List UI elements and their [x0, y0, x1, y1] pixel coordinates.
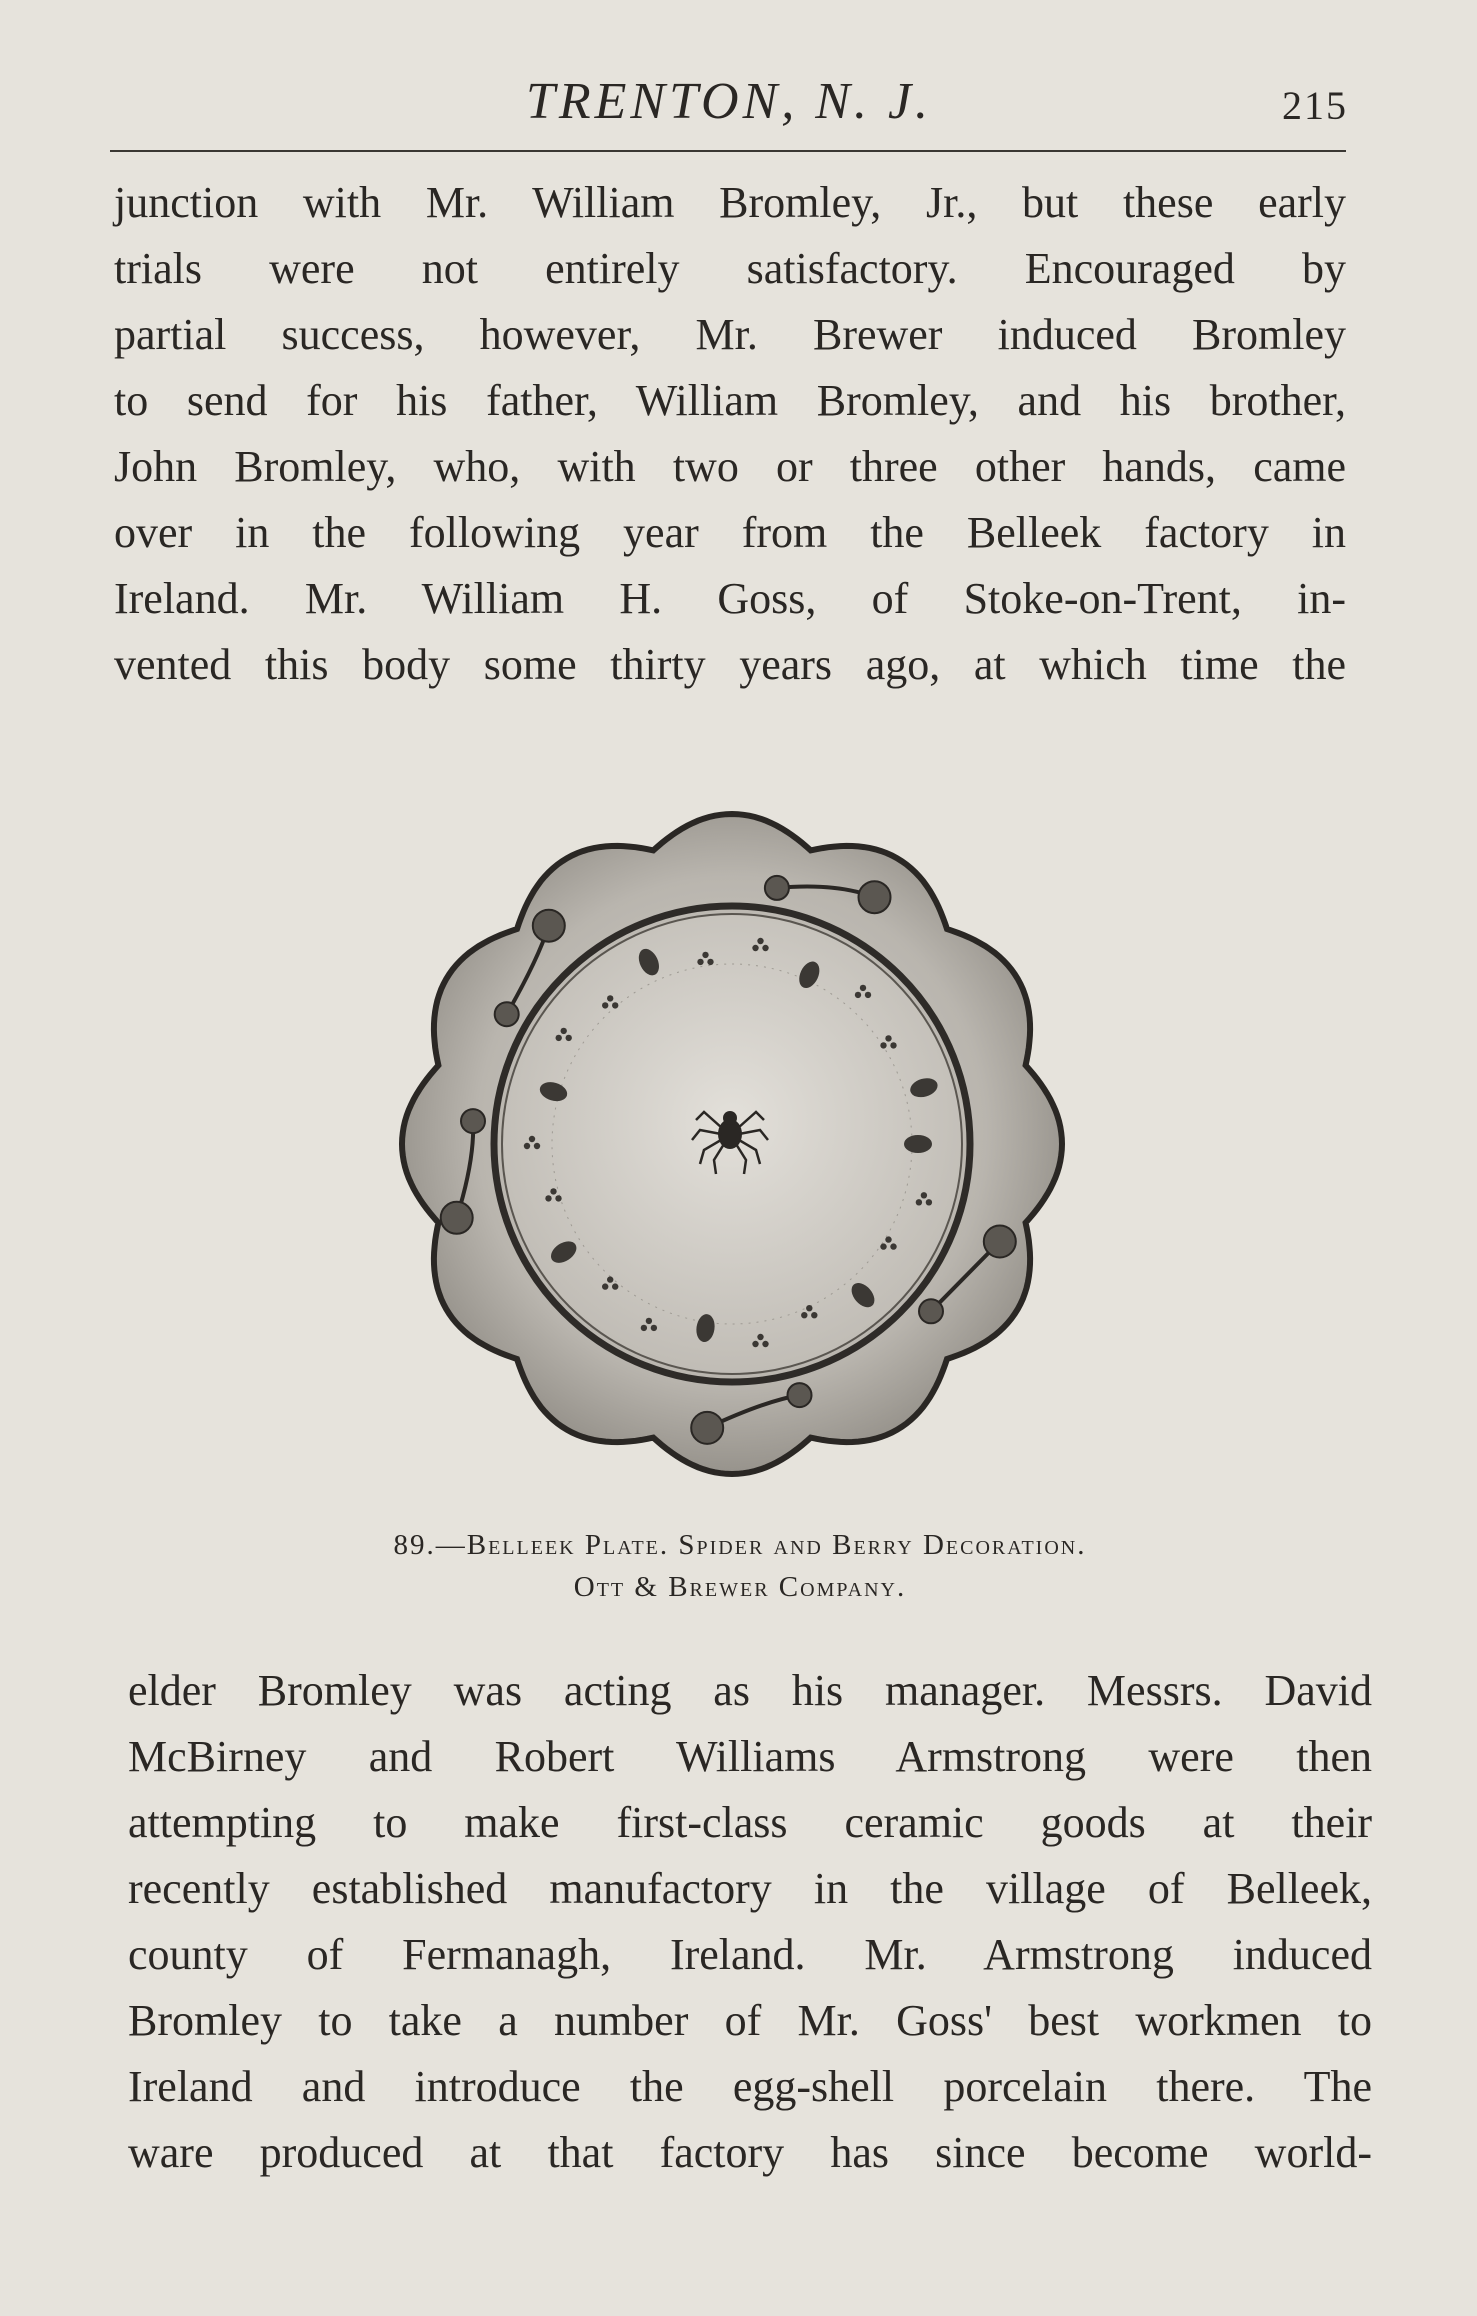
text-line: county of Fermanagh, Ireland. Mr. Armstrong induced	[128, 1930, 1372, 1979]
berry-mark	[545, 1195, 551, 1201]
berry-mark	[697, 959, 703, 965]
berry-mark	[752, 1341, 758, 1347]
berry-mark	[646, 1318, 652, 1324]
berry-mark	[806, 1305, 812, 1311]
page-number: 215	[1282, 83, 1348, 128]
berry-mark	[855, 992, 861, 998]
berry-mark	[556, 1035, 562, 1041]
caption-line-1: 89.—Belleek Plate. Spider and Berry Decoration.	[393, 1529, 1087, 1561]
berry-mark	[811, 1312, 817, 1318]
text-line: junction with Mr. William Bromley, Jr., but these early	[114, 178, 1346, 227]
berry-mark	[612, 1283, 618, 1289]
text-line: elder Bromley was acting as his manager. Messrs. David	[128, 1666, 1372, 1715]
text-line: McBirney and Robert Williams Armstrong were then	[128, 1732, 1372, 1781]
berry-mark	[707, 959, 713, 965]
berry-mark	[702, 952, 708, 958]
blossom-mark	[461, 1109, 485, 1133]
berry-mark	[550, 1188, 556, 1194]
blossom-mark	[441, 1202, 473, 1234]
figure-caption	[200, 1524, 1280, 1608]
berry-mark	[566, 1035, 572, 1041]
text-line: Ireland and introduce the egg-shell porcelain there. The	[128, 2062, 1372, 2111]
blossom-mark	[919, 1299, 943, 1323]
text-line: trials were not entirely satisfactory. Encouraged by	[114, 244, 1346, 293]
berry-mark	[880, 1042, 886, 1048]
berry-mark	[561, 1028, 567, 1034]
berry-mark	[890, 1243, 896, 1249]
berry-mark	[607, 995, 613, 1001]
text-line: over in the following year from the Belleek factory in	[114, 508, 1346, 557]
berry-mark	[762, 945, 768, 951]
blossom-mark	[533, 910, 565, 942]
text-line: to send for his father, William Bromley, and his brother,	[114, 376, 1346, 425]
berry-mark	[880, 1243, 886, 1249]
page-header	[110, 62, 1348, 142]
berry-mark	[651, 1325, 657, 1331]
berry-mark	[602, 1283, 608, 1289]
berry-mark	[555, 1195, 561, 1201]
caption-line-2: Ott & Brewer Company.	[573, 1571, 907, 1603]
berry-mark	[529, 1136, 535, 1142]
blossom-mark	[691, 1412, 723, 1444]
berry-mark	[890, 1042, 896, 1048]
blossom-mark	[859, 881, 891, 913]
berry-mark	[602, 1002, 608, 1008]
berry-mark	[752, 945, 758, 951]
paragraph-bottom	[128, 1658, 1372, 2186]
text-line: vented this body some thirty years ago, at which time the	[114, 640, 1346, 689]
berry-mark	[607, 1276, 613, 1282]
header-rule	[110, 150, 1346, 152]
berry-mark	[612, 1002, 618, 1008]
berry-mark	[916, 1199, 922, 1205]
berry-mark	[885, 1035, 891, 1041]
berry-mark	[762, 1341, 768, 1347]
berry-mark	[860, 985, 866, 991]
leaf-mark	[904, 1135, 932, 1153]
text-line: recently established manufactory in the village of Belleek,	[128, 1864, 1372, 1913]
berry-mark	[926, 1199, 932, 1205]
text-line: partial success, however, Mr. Brewer induced Bromley	[114, 310, 1346, 359]
text-line: John Bromley, who, with two or three other hands, came	[114, 442, 1346, 491]
berry-mark	[524, 1143, 530, 1149]
berry-mark	[865, 992, 871, 998]
blossom-mark	[984, 1226, 1016, 1258]
berry-mark	[757, 1334, 763, 1340]
berry-mark	[801, 1312, 807, 1318]
berry-mark	[534, 1143, 540, 1149]
plate-image	[362, 772, 1102, 1512]
text-line: Bromley to take a number of Mr. Goss' best workmen to	[128, 1996, 1372, 2045]
berry-mark	[641, 1325, 647, 1331]
blossom-mark	[765, 876, 789, 900]
berry-mark	[885, 1236, 891, 1242]
paragraph-top	[114, 170, 1346, 698]
berry-mark	[757, 938, 763, 944]
blossom-mark	[788, 1383, 812, 1407]
text-line: attempting to make first-class ceramic goods at their	[128, 1798, 1372, 1847]
belleek-plate-illustration	[362, 772, 1102, 1512]
blossom-mark	[495, 1002, 519, 1026]
running-title: TRENTON, N. J.	[525, 73, 933, 130]
text-line: Ireland. Mr. William H. Goss, of Stoke-on-Trent, in-	[114, 574, 1346, 623]
text-line: ware produced at that factory has since become world-	[128, 2128, 1372, 2177]
berry-mark	[921, 1192, 927, 1198]
